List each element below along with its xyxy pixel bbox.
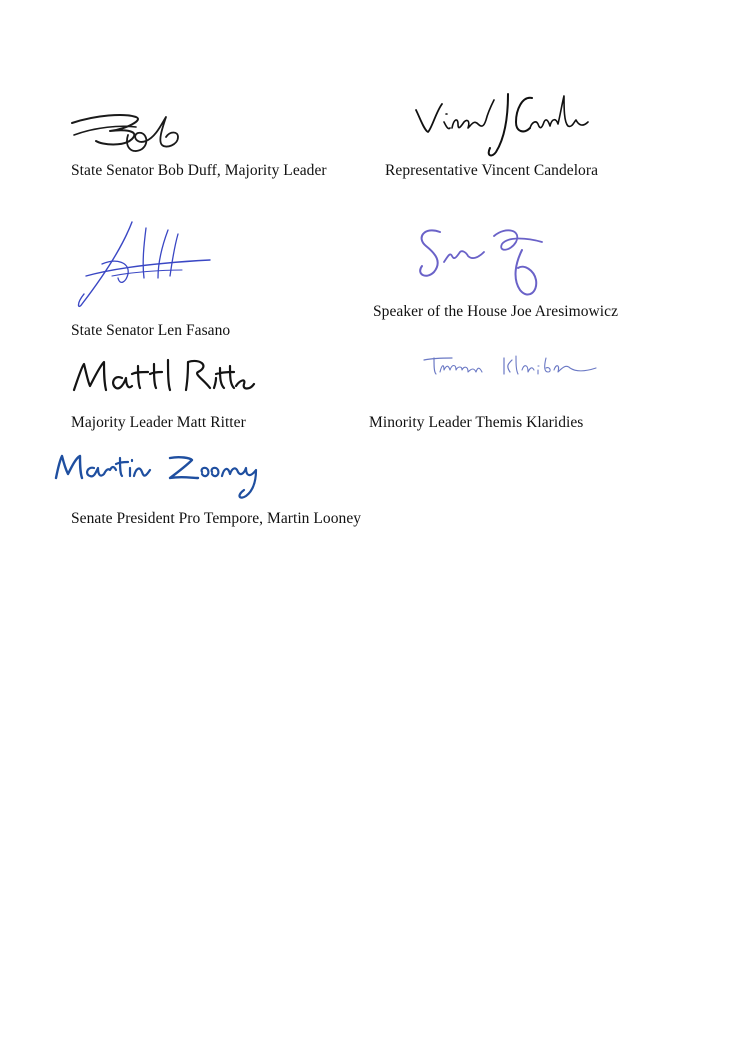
signature-martin-looney [50,448,270,504]
caption-bob-duff: State Senator Bob Duff, Majority Leader [71,162,327,179]
signature-themis-klaridies [420,350,602,384]
signature-len-fasano [72,218,216,312]
signature-bob-duff [66,105,196,163]
caption-martin-looney: Senate President Pro Tempore, Martin Looney [71,510,362,527]
signature-joe-aresimowicz [412,222,560,304]
caption-vincent-candelora: Representative Vincent Candelora [385,162,598,179]
signature-vincent-candelora [412,88,594,160]
caption-joe-aresimowicz: Speaker of the House Joe Aresimowicz [373,303,618,320]
caption-themis-klaridies: Minority Leader Themis Klaridies [369,414,584,431]
caption-matt-ritter: Majority Leader Matt Ritter [71,414,246,431]
caption-len-fasano: State Senator Len Fasano [71,322,231,339]
signature-matt-ritter [70,356,258,398]
